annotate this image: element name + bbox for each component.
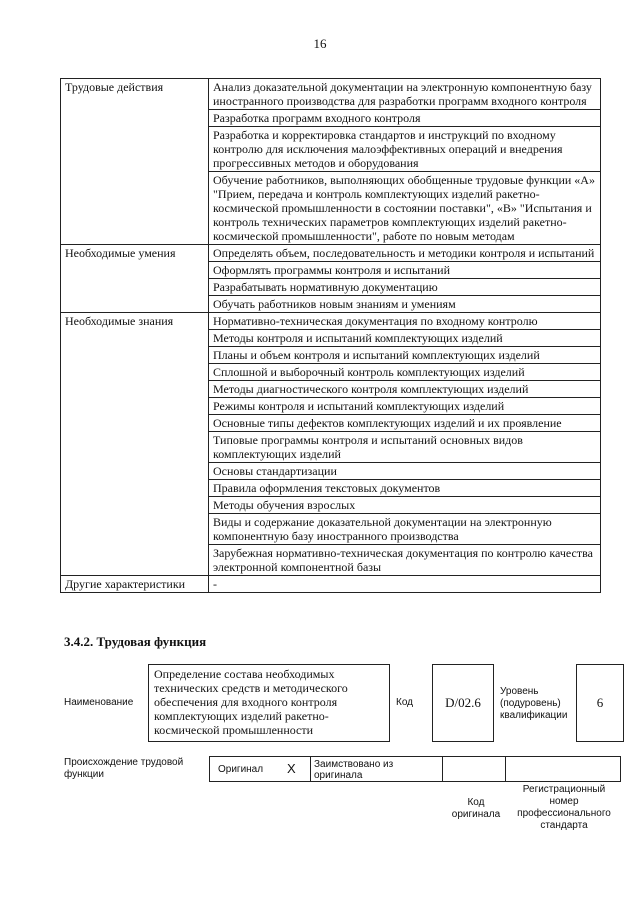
row-item: Определять объем, последовательность и методики контроля и испытаний [209, 245, 601, 262]
labor-function-table [60, 78, 601, 593]
row-item: Основы стандартизации [209, 463, 601, 480]
origin-row [209, 756, 621, 782]
row-item: Методы контроля и испытаний комплектующих изделий [209, 330, 601, 347]
row-item: Анализ доказательной документации на электронную компонентную базу иностранного производства для разработки программ входного контроля [209, 79, 601, 110]
row-item: Виды и содержание доказательной документации на электронную компонентную базу иностранного производства [209, 514, 601, 545]
table-row [61, 576, 601, 593]
reg-number-caption: Регистрационный номер профессионального стандарта [517, 784, 611, 831]
row-item: Обучать работников новым знаниям и умениям [209, 296, 601, 313]
row-item: Зарубежная нормативно-техническая документация по контролю качества электронной компонентной базы [209, 545, 601, 576]
row-item: Основные типы дефектов комплектующих изделий и их проявление [209, 415, 601, 432]
code-field: D/02.6 [432, 664, 494, 742]
row-item: Обучение работников, выполняющих обобщенные трудовые функции «А» "Прием, передача и контроль комплектующих изделий ракетно-космической промышленности в состоянии поставки", «В» "Испытания и контроль технических параметров комплектующих изделий ракетно-космической промышленности", работе по новым методам [209, 172, 601, 245]
row-item: Разработка и корректировка стандартов и инструкций по входному контролю для исключения малоэффективных операций и внедрения прогрессивных методов и оборудования [209, 127, 601, 172]
row-group-label: Трудовые действия [61, 79, 209, 245]
row-group-label: Необходимые умения [61, 245, 209, 313]
row-item: Методы диагностического контроля комплектующих изделий [209, 381, 601, 398]
origin-borrowed-cell: Заимствовано из оригинала [311, 757, 443, 781]
table-row [61, 245, 601, 262]
level-label: Уровень (подуровень) квалификации [500, 686, 568, 721]
function-name-field: Определение состава необходимых технических средств и методического обеспечения для входного контроля комплектующих изделий ракетно-космической промышленности [148, 664, 390, 742]
code-label: Код [396, 697, 414, 708]
row-item: Типовые программы контроля и испытаний основных видов комплектующих изделий [209, 432, 601, 463]
table-row [61, 79, 601, 110]
original-mark: X [287, 761, 296, 776]
row-item: - [209, 576, 601, 593]
name-label: Наименование [64, 697, 134, 708]
row-item: Нормативно-техническая документация по входному контролю [209, 313, 601, 330]
origin-code-cell [443, 757, 506, 781]
row-group-label: Необходимые знания [61, 313, 209, 576]
table-row [61, 313, 601, 330]
section-title: 3.4.2. Трудовая функция [64, 634, 207, 649]
row-item: Правила оформления текстовых документов [209, 480, 601, 497]
row-item: Оформлять программы контроля и испытаний [209, 262, 601, 279]
row-item: Разрабатывать нормативную документацию [209, 279, 601, 296]
page-number: 16 [313, 36, 327, 51]
origin-original-cell [210, 757, 311, 781]
code-caption: Код оригинала [451, 797, 501, 820]
level-field: 6 [576, 664, 624, 742]
origin-label: Происхождение трудовой функции [64, 757, 184, 780]
row-item: Сплошной и выборочный контроль комплектующих изделий [209, 364, 601, 381]
original-label: Оригинал [218, 763, 264, 775]
origin-reg-cell [506, 757, 620, 781]
row-group-label: Другие характеристики [61, 576, 209, 593]
row-item: Режимы контроля и испытаний комплектующих изделий [209, 398, 601, 415]
row-item: Разработка программ входного контроля [209, 110, 601, 127]
row-item: Планы и объем контроля и испытаний комплектующих изделий [209, 347, 601, 364]
row-item: Методы обучения взрослых [209, 497, 601, 514]
